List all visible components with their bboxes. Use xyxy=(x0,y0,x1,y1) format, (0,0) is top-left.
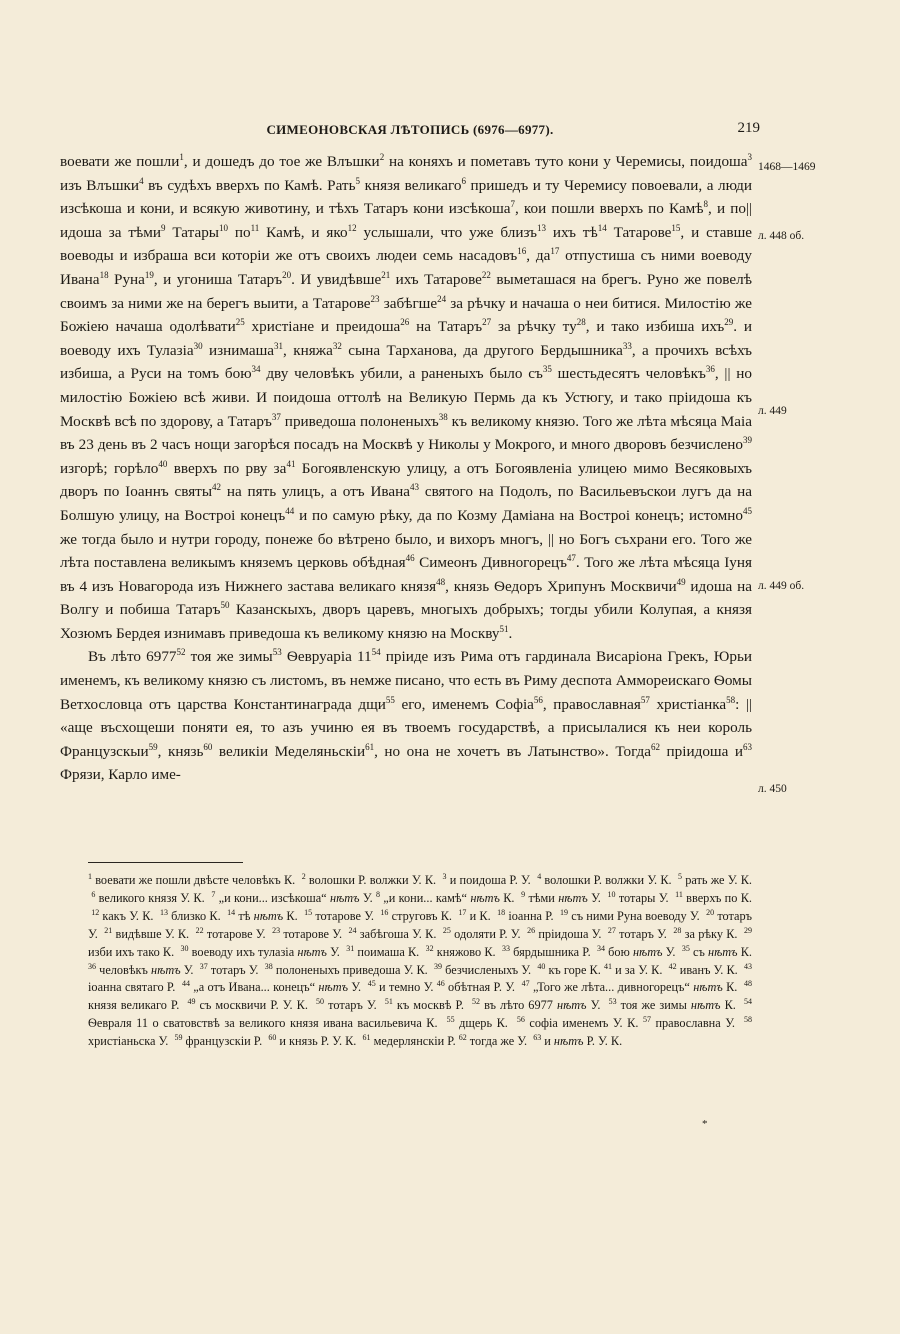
paragraph: Въ лѣто 6977$^{52}$ тоя же зимы$^{53}$ Ѳевруаріа $11^{54}$ пріиде изъ Рима отъ гардинала Висаріона Грекъ, Юрьи именемъ, къ великому князю съ листомъ, въ немже писано, что есть въ Риму деспота Аммореискаго Ѳомы Ветхословца отъ царства Константинаграда дщи$^{55}$ его, именемъ Софіа$^{56}$, православная$^{57}$ христіанка$^{58}$: || «аще въсхощеши поняти ея, то азъ учиню ея въ твоемъ государствѣ, а присылалися къ неи король Французскыи$^{59}$, князь$^{60}$ великіи Меделяньскіи$^{61}$, но она не хочетъ въ Латынство». Тогда$^{62}$ пріидоша $и^{63}$ Фрязи, Карло име- xyxy=(60,647,753,784)
margin-note-years: 1468—1469 xyxy=(758,161,816,173)
chronicle-text xyxy=(60,150,752,787)
asterisk-mark: * xyxy=(702,1118,708,1130)
footnote-separator xyxy=(88,862,243,863)
margin-note-folio: л. 449 об. xyxy=(758,580,805,592)
paragraph: воевати же пошли$^1$, и дошедъ до тое же Влъшки$^2$ на коняхъ и пометавъ туто кони у Черемисы, поидоша$^3$ изъ Влъшки$^4$ въ судѣхъ вверхъ по Камѣ. Рать$^5$ князя великаго$^6$ пришедъ и ту Черемису повоевали, а люди изсѣкоша и кони, и всякую животину, и тѣхъ Татаръ кони изсѣкоша$^7$, кои пошли вверхъ по Камѣ$^8$, и по||идоша за тѣми$^9$ Татары$^{10}$ $по^{11}$ Камѣ, и яко$^{12}$ услышали, что уже близъ$^{13}$ ихъ $тѣ^{14}$ Татарове$^{15}$, и ставше воеводы и избраша вси которіи же отъ своихъ людеи семь насадовъ$^{16}$, $да^{17}$ отпустиша съ ними воеводу Ивана$^{18}$ Руна$^{19}$, и угониша Татаръ$^{20}$. И увидѣвше$^{21}$ ихъ Татарове$^{22}$ выметашася на брегъ. Руно же повелѣ своимъ за ними же на берегъ выити, а Татарове$^{23}$ забѣгше$^{24}$ за рѣчку и начаша о неи битися. Милостію же Божіею начаша одолѣвати$^{25}$ христіане и преидоша$^{26}$ на Татаръ$^{27}$ за рѣчку $ту^{28}$, и тако избиша ихъ$^{29}$. и воеводу ихъ Тулазіа$^{30}$ изнимаша$^{31}$, княжа$^{32}$ сына Тарханова, да другого Бердышника$^{33}$, а прочихъ всѣхъ избиша, а Руси на томъ бою$^{34}$ дву человѣкъ убили, а раненыхъ было $съ^{35}$ шестьдесятъ человѣкъ$^{36}$, || но милостію Божіею всѣ живи. И поидоша оттолѣ на Великую Пермь да къ Устюгу, и тако пріидоша къ Москвѣ всѣ по здорову, а Татаръ$^{37}$ приведоша полоненыхъ$^{38}$ къ великому князю. Того же лѣта мѣсяца Маіа въ 23 день въ 2 часъ нощи загорѣся посадъ на Москвѣ у Николы у Мокрого, и много дворовъ безчислено$^{39}$ изгорѣ; горѣло$^{40}$ вверхъ по рву $за^{41}$ Богоявленскую улицу, а отъ Богоявленіа улицею мимо Весяковыхъ дворъ по Іоаннъ святы$^{42}$ на пять улицъ, а отъ Ивана$^{43}$ святого на Подолъ, по Васильевъскои лугъ да на Болшую улицу, на Востроі конецъ$^{44}$ и по самую рѣку, да по Козму Даміана на Востроі конецъ; истомно$^{45}$ же тогда было и нутри городу, понеже бо вѣтрено было, и вихоръ многъ, || но Богъ съхрани его. Того же лѣта поставлена великымъ княземъ церковь обѣдная$^{46}$ Симеонъ Дивногорецъ$^{47}$. Того же лѣта мѣсяца Іуня въ 4 изъ Новагорода изъ Нижнего застава великаго князя$^{48}$, князь Ѳедоръ Хрипунъ Москвичи$^{49}$ идоша на Волгу и побиша Татаръ$^{50}$ Казанскыхъ, дворъ царевъ, многыхъ добрыхъ; тогды убили Колупая, а князя Хозюмъ Бердея изнимавъ приведоша къ великому князю на Москву$^{51}$. xyxy=(60,151,753,642)
page-number: 219 xyxy=(737,120,760,136)
page-header xyxy=(60,118,760,142)
running-title: СИМЕОНОВСКАЯ ЛѢТОПИСЬ (6976—6977). xyxy=(266,122,554,137)
margin-note-folio: л. 450 xyxy=(758,783,787,795)
margin-note-folio: л. 448 об. xyxy=(758,230,805,242)
margin-note-folio: л. 449 xyxy=(758,405,787,417)
footnotes: $^1$ воевати же пошли двѣсте человѣкъ К. $^2$ волошки Р. волжки У. К. $^3$ и поидоша Р. У. $^4$ волошки Р. волжки У. К. $^5$ рать же У. К. $^6$ великого князя У. К. $^7$ „и кони... изсѣкоша“ нѣтъ У. $^8$ „и кони... камѣ“ нѣтъ К. $^9$ тѣми нѣтъ У. $^{10}$ тотары У. $^{11}$ вверхъ по К. $^{12}$ какъ У. К. $^{13}$ близко К. $^{14}$ тѣ нѣтъ К. $^{15}$ тотарове У. $^{16}$ струговъ К. $^{17}$ и К. $^{18}$ іоанна Р. $^{19}$ съ ними Руна воеводу У. $^{20}$ тотаръ У. $^{21}$ видѣвше У. К. $^{22}$ тотарове У. $^{23}$ тотарове У. $^{24}$ забѣгоша У. К. $^{25}$ одоляти Р. У. $^{26}$ пріидоша У. $^{27}$ тотаръ У. $^{28}$ за рѣку К. $^{29}$ изби ихъ тако К. $^{30}$ воеводу ихъ тулазіа нѣтъ У. $^{31}$ поимаша К. $^{32}$ княжово К. $^{33}$ бярдышника Р. $^{34}$ бою нѣтъ У. $^{35}$ съ нѣтъ К. $^{36}$ человѣкъ нѣтъ У. $^{37}$ тотаръ У. $^{38}$ полоненыхъ приведоша У. К. $^{39}$ безчисленыхъ У. $^{40}$ къ горе К. $^{41}$ и за У. К. $^{42}$ иванъ У. К. $^{43}$ іоанна святаго Р. $^{44}$ „а отъ Ивана... конецъ“ нѣтъ У. $^{45}$ и темно У. $^{46}$ обѣтная Р. У. $^{47}$ „Того же лѣта... дивногорецъ“ нѣтъ К. $^{48}$ князя великаго Р. $^{49}$ съ москвичи Р. У. К. $^{50}$ тотаръ У. $^{51}$ къ москвѣ Р. $^{52}$ въ лѣто 6977 нѣтъ У. $^{53}$ тоя же зимы нѣтъ К. $^{54}$ Ѳевраля 11 о сватовствѣ за великого князя ивана васильевича К. $^{55}$ дщерь К. $^{56}$ софіа именемъ У. К. $^{57}$ православна У. $^{58}$ христіаньска У. $^{59}$ французскіи Р. $^{60}$ и князь Р. У. К. $^{61}$ медерлянскіи Р. $^{62}$ тогда же У. $^{63}$ и нѣтъ Р. У. К. xyxy=(88,871,753,1049)
